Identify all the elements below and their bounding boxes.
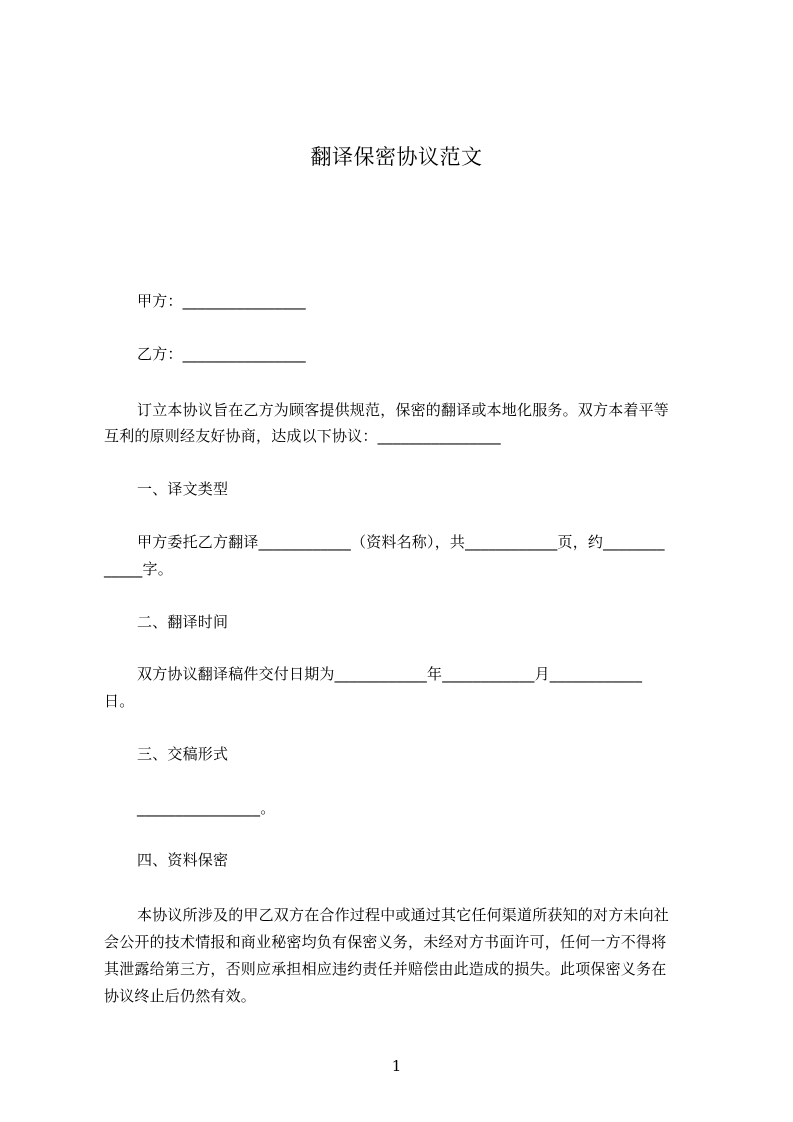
party-a-line: 甲方：________________ (137, 292, 306, 310)
section-4-paragraph-line-2: 会公开的技术情报和商业秘密均负有保密义务，未经对方书面许可，任何一方不得将 (104, 933, 667, 951)
section-2-paragraph-line-2: 日。 (104, 692, 135, 710)
section-3-paragraph-line-1: ________________。 (137, 799, 276, 817)
section-2-paragraph-line-1: 双方协议翻译稿件交付日期为____________年____________月____________ (137, 665, 643, 683)
section-4-paragraph-line-3: 其泄露给第三方，否则应承担相应违约责任并赔偿由此造成的损失。此项保密义务在 (104, 960, 667, 978)
section-3-heading: 三、交稿形式 (137, 745, 229, 763)
section-1-paragraph-line-1: 甲方委托乙方翻译____________（资料名称），共____________页，约________ (137, 533, 665, 551)
section-4-paragraph-line-1: 本协议所涉及的甲乙双方在合作过程中或通过其它任何渠道所获知的对方未向社 (137, 906, 670, 924)
section-4-paragraph-line-4: 协议终止后仍然有效。 (104, 987, 257, 1005)
intro-paragraph-line-2: 互利的原则经友好协商，达成以下协议：________________ (104, 427, 501, 445)
section-1-paragraph-line-2: _____字。 (104, 560, 173, 578)
party-b-line: 乙方：________________ (137, 345, 306, 363)
page-number: 1 (391, 1057, 402, 1075)
document-title: 翻译保密协议范文 (310, 145, 483, 169)
intro-paragraph-line-1: 订立本协议旨在乙方为顾客提供规范，保密的翻译或本地化服务。双方本着平等 (137, 401, 670, 419)
section-2-heading: 二、翻译时间 (137, 613, 229, 631)
section-1-heading: 一、译文类型 (137, 480, 229, 498)
section-4-heading: 四、资料保密 (137, 851, 229, 869)
